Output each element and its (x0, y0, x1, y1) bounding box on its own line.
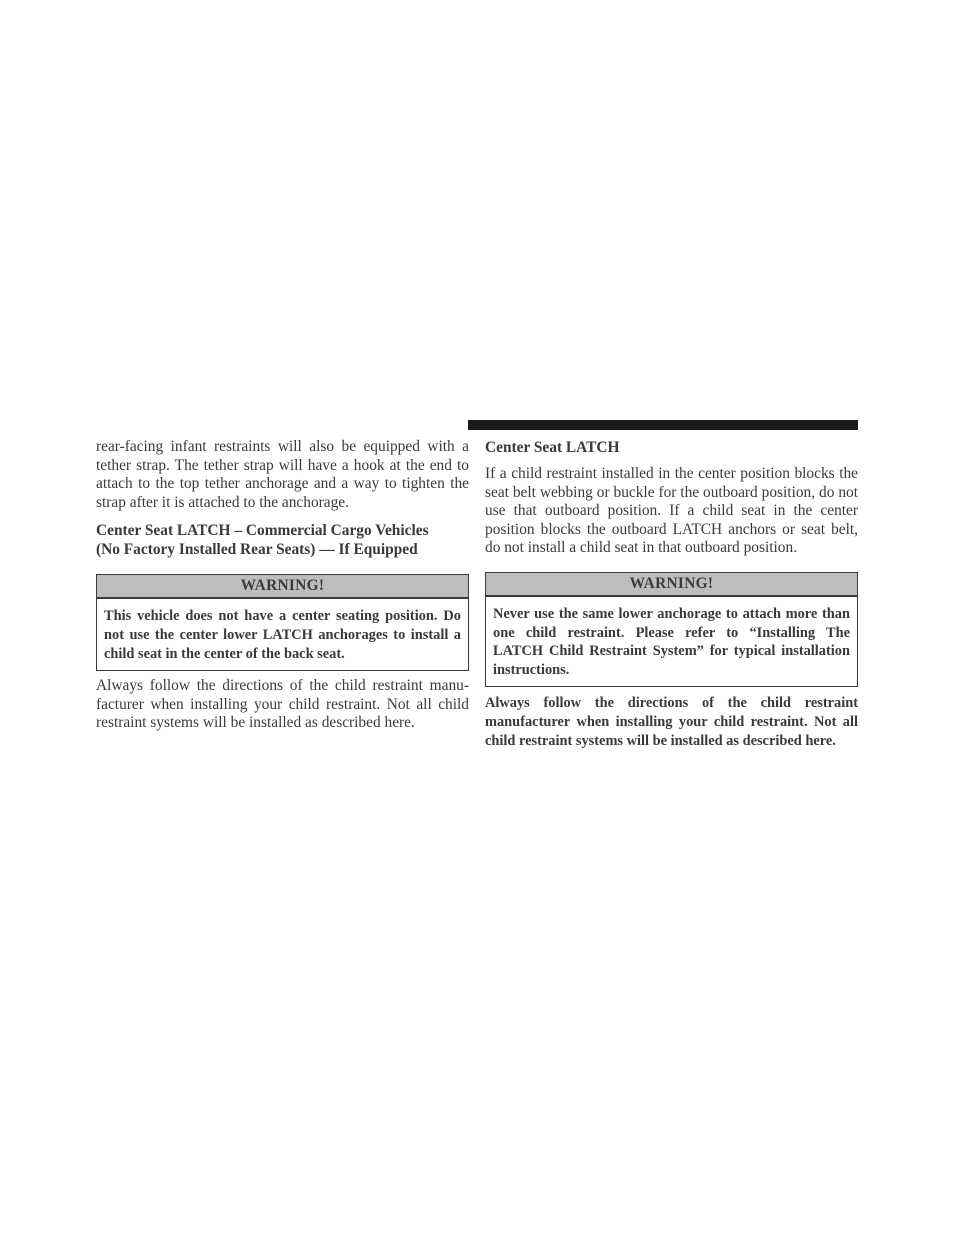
left-warning-box (96, 574, 469, 671)
right-warning-text: Never use the same lower anchorage to attach more than one child restraint. Please refer to “Installing The LATCH Child Restraint System” for typical installation instructions. (493, 605, 850, 678)
right-column (485, 438, 858, 750)
right-warning-title: WARNING! (486, 573, 857, 597)
left-intro-paragraph: rear-facing infant restraints will also be equipped with a tether strap. The tether strap will have a hook at the end to attach to the top tether anchorage and a way to tighten the strap after it is attached to the anchorage. (96, 438, 469, 511)
left-follow-paragraph: Always follow the directions of the child restraint manufacturer when installing your child restraint. Not all child restraint systems will be installed as described here. (96, 677, 469, 732)
left-heading-line-2: (No Factory Installed Rear Seats) — If Equipped (96, 541, 418, 559)
right-intro-paragraph: If a child restraint installed in the center position blocks the seat belt webbing or buckle for the outboard position, do not use that outboard position. If a child seat in the center position blocks the outboard LATCH anchors or seat belt, do not install a child seat in that outboard position. (485, 465, 858, 557)
right-warning-box (485, 572, 858, 687)
left-section-heading (96, 521, 469, 559)
left-warning-text: This vehicle does not have a center seating position. Do not use the center lower LATCH anchorages to install a child seat in the center of the back seat. (104, 608, 461, 662)
right-follow-paragraph: Always follow the directions of the child restraint manufacturer when installing your child restraint. Not all child restraint systems will be installed as described here. (485, 695, 858, 749)
right-section-heading: Center Seat LATCH (485, 439, 620, 456)
section-divider-bar (468, 420, 858, 430)
left-column (96, 438, 469, 733)
left-warning-title: WARNING! (97, 575, 468, 599)
left-heading-line-1: Center Seat LATCH – Commercial Cargo Vehicles (96, 522, 429, 540)
